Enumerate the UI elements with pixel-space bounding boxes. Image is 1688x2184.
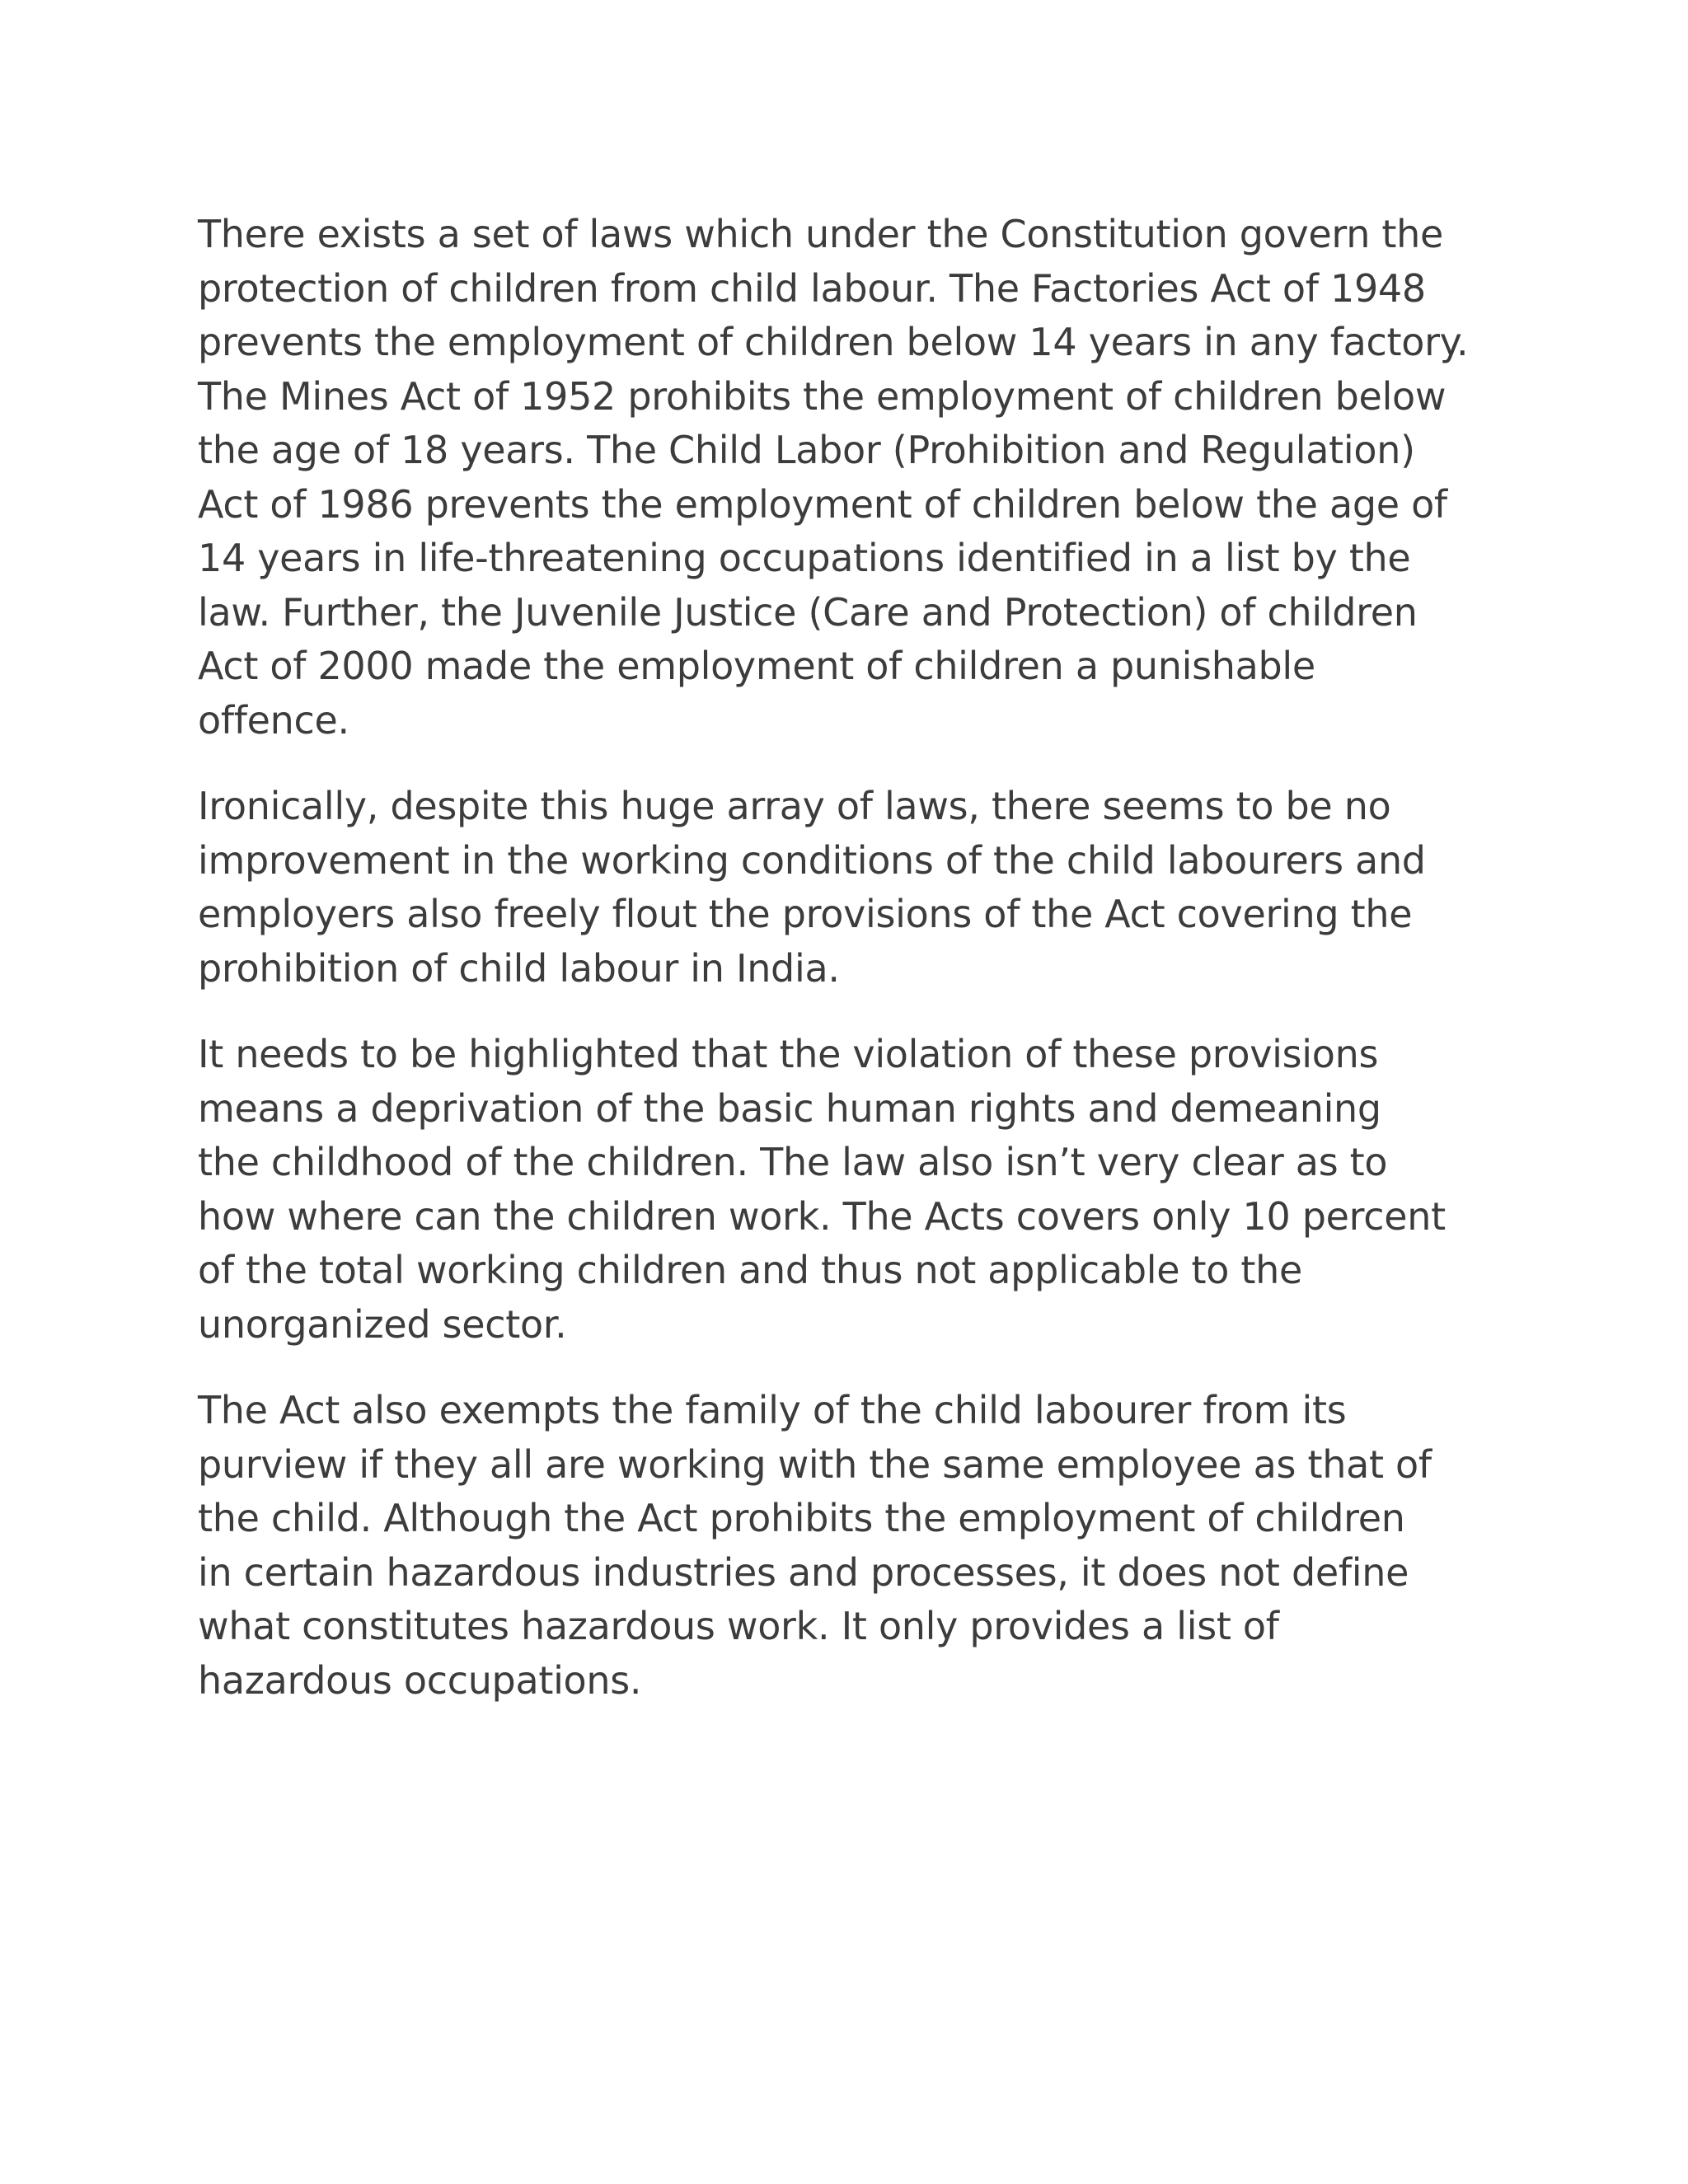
paragraph-1 <box>198 208 1517 748</box>
paragraph-line: of the total working children and thus not applicable to the <box>198 1248 1303 1292</box>
paragraph-line: employers also freely flout the provisions of the Act covering the <box>198 892 1413 936</box>
paragraph-line: law. Further, the Juvenile Justice (Care and Protection) of children <box>198 589 1418 635</box>
paragraph-line: the age of 18 years. The Child Labor (Prohibition and Regulation) <box>198 428 1415 472</box>
paragraph-line: Ironically, despite this huge array of laws, there seems to be no <box>198 784 1391 828</box>
paragraph-line: The Mines Act of 1952 prohibits the employment of children below <box>198 373 1447 419</box>
paragraph-line: offence. <box>198 697 349 743</box>
paragraph-line: prevents the employment of children below 14 years in any factory. <box>198 320 1469 364</box>
paragraph-line: It needs to be highlighted that the violation of these provisions <box>198 1032 1379 1076</box>
paragraph-3 <box>198 1028 1517 1352</box>
paragraph-line: in certain hazardous industries and processes, it does not define <box>198 1549 1409 1595</box>
paragraph-line: The Act also exempts the family of the child labourer from its <box>198 1388 1347 1432</box>
paragraph-line: Act of 2000 made the employment of children a punishable <box>198 644 1315 688</box>
document-body <box>198 208 1517 1740</box>
paragraph-line: protection of children from child labour. The Factories Act of 1948 <box>198 265 1426 311</box>
paragraph-line: purview if they all are working with the same employee as that of <box>198 1441 1432 1487</box>
paragraph-line: hazardous occupations. <box>198 1657 642 1703</box>
paragraph-line: prohibition of child labour in India. <box>198 945 840 991</box>
paragraph-line: improvement in the working conditions of the child labourers and <box>198 837 1426 883</box>
paragraph-line: how where can the children work. The Acts covers only 10 percent <box>198 1193 1446 1239</box>
paragraph-4 <box>198 1384 1517 1708</box>
paragraph-line: Act of 1986 prevents the employment of children below the age of <box>198 481 1447 527</box>
paragraph-line: means a deprivation of the basic human rights and demeaning <box>198 1085 1381 1131</box>
paragraph-line: what constitutes hazardous work. It only provides a list of <box>198 1604 1279 1648</box>
paragraph-line: 14 years in life-threatening occupations identified in a list by the <box>198 536 1411 580</box>
paragraph-line: There exists a set of laws which under the Constitution govern the <box>198 212 1443 256</box>
paragraph-2 <box>198 780 1517 996</box>
paragraph-line: the child. Although the Act prohibits the employment of children <box>198 1496 1405 1540</box>
paragraph-line: unorganized sector. <box>198 1301 567 1347</box>
paragraph-line: the childhood of the children. The law also isn’t very clear as to <box>198 1140 1388 1184</box>
